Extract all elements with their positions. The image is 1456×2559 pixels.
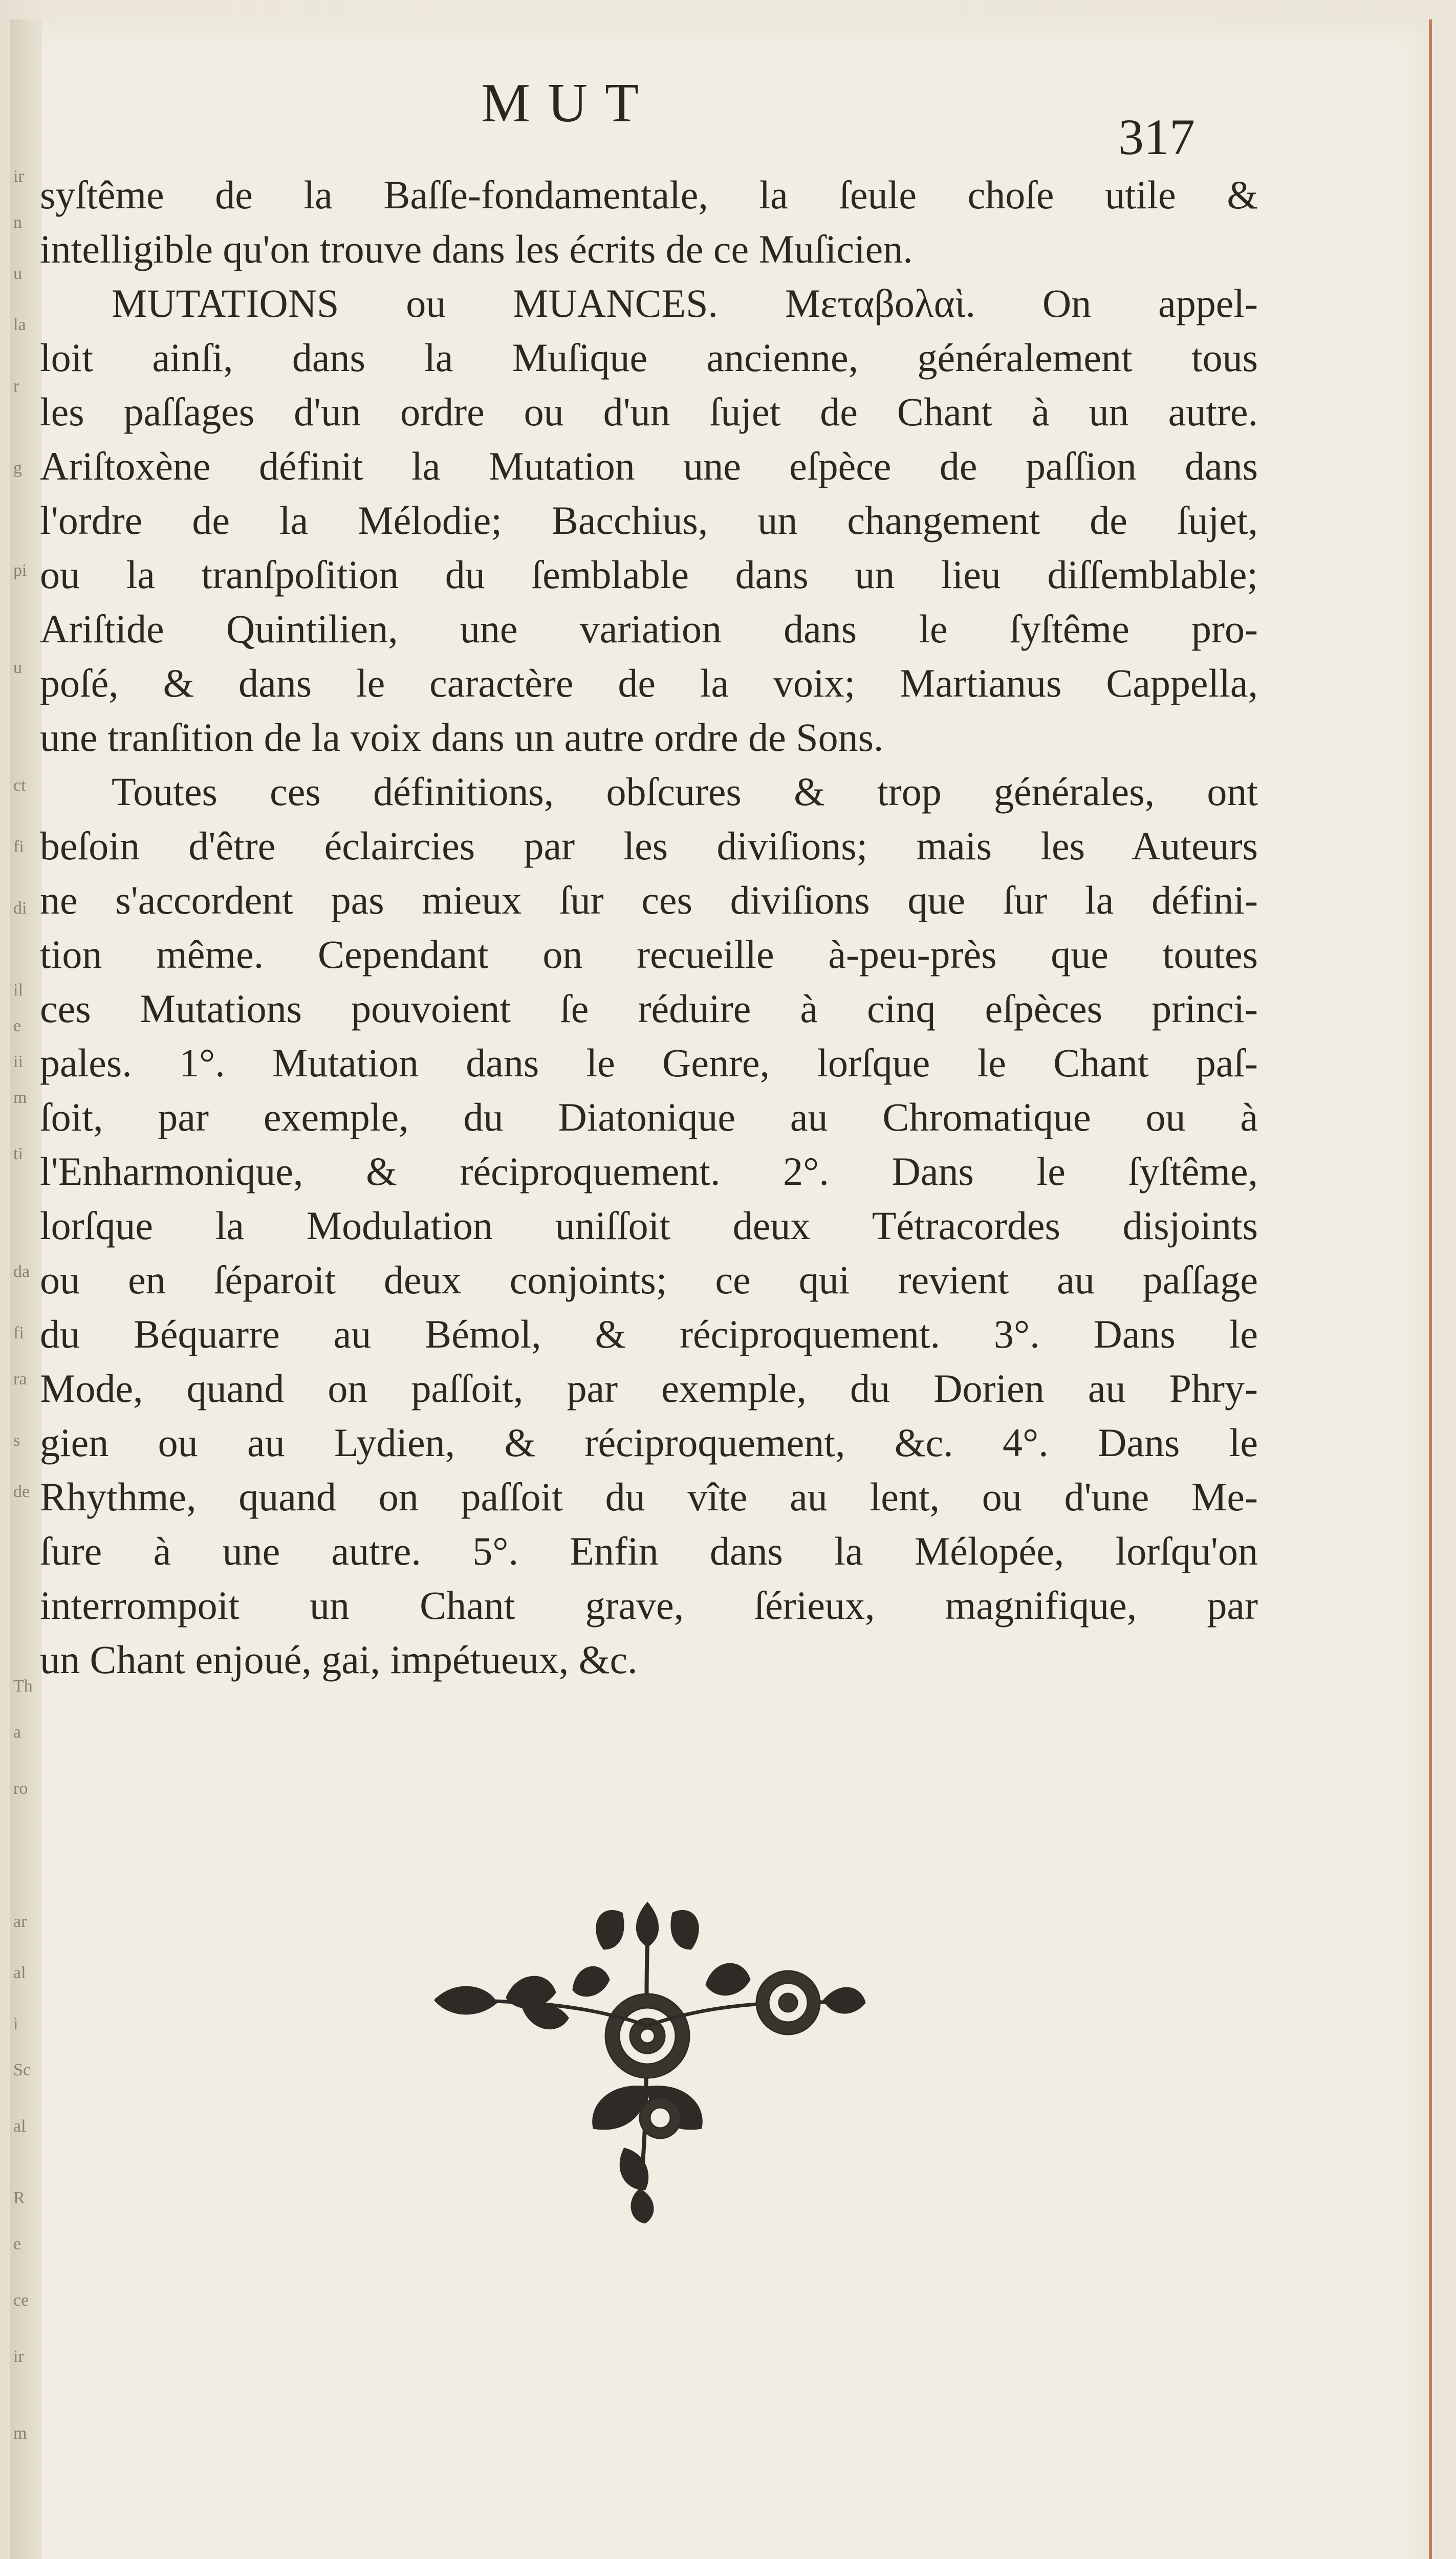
bleed-through-fragment: ra: [13, 1370, 27, 1389]
bleed-through-fragment: Sc: [13, 2061, 31, 2079]
bleed-through-fragment: ti: [13, 1144, 23, 1163]
text-line: les paſſages d'un ordre ou d'un ſujet de Chant à un autre.: [40, 389, 1258, 434]
bleed-through-fragment: e: [13, 1016, 21, 1035]
text-line: du Béquarre au Bémol, & réciproquement. 3°. Dans le: [40, 1312, 1258, 1356]
text-line: interrompoit un Chant grave, ſérieux, magnifique, par: [40, 1583, 1258, 1628]
bleed-through-fragment: u: [13, 264, 22, 283]
floral-tailpiece-ornament: [420, 1882, 875, 2225]
text-line: syſtême de la Baſſe-fondamentale, la ſeule choſe utile &: [40, 172, 1258, 217]
bleed-through-fragment: fi: [13, 837, 24, 856]
bleed-through-fragment: ir: [13, 2347, 24, 2366]
entry-heading-line: MUTATIONS ou MUANCES. Μεταβολαὶ. On appel-: [112, 281, 1258, 326]
page-number: 317: [1118, 109, 1195, 165]
bleed-through-fragment: r: [13, 377, 19, 396]
bleed-through-fragment: n: [13, 213, 22, 232]
bleed-through-fragment: i: [13, 2014, 18, 2033]
bleed-through-fragment: di: [13, 899, 27, 918]
bleed-through-fragment: fi: [13, 1324, 24, 1342]
text-line: une tranſition de la voix dans un autre ordre de Sons.: [40, 715, 884, 760]
gutter-shadow: [10, 19, 42, 2559]
text-line: loit ainſi, dans la Muſique ancienne, généralement tous: [40, 335, 1258, 380]
bleed-through-fragment: ar: [13, 1912, 27, 1931]
bleed-through-fragment: R: [13, 2188, 25, 2207]
bleed-through-fragment: g: [13, 459, 22, 478]
text-line: ſoit, par exemple, du Diatonique au Chromatique ou à: [40, 1095, 1258, 1139]
text-line: intelligible qu'on trouve dans les écrits de ce Muſicien.: [40, 227, 913, 271]
text-line: Ariſtoxène définit la Mutation une eſpèce de paſſion dans: [40, 444, 1258, 488]
text-line: ces Mutations pouvoient ſe réduire à cinq eſpèces princi-: [40, 986, 1258, 1031]
text-line: ou la tranſpoſition du ſemblable dans un lieu diſſemblable;: [40, 552, 1258, 597]
text-line: l'ordre de la Mélodie; Bacchius, un changement de ſujet,: [40, 498, 1258, 543]
bleed-through-fragment: Th: [13, 1677, 33, 1696]
bleed-through-fragment: ir: [13, 167, 24, 186]
bleed-through-fragment: u: [13, 658, 22, 677]
bleed-through-fragment: e: [13, 2235, 21, 2253]
body-text: [40, 168, 1258, 1687]
text-line: beſoin d'être éclaircies par les diviſions; mais les Auteurs: [40, 823, 1258, 868]
bleed-through-fragment: ii: [13, 1052, 23, 1071]
text-line: lorſque la Modulation uniſſoit deux Tétracordes disjoints: [40, 1203, 1258, 1248]
book-page: [10, 19, 1432, 2559]
text-line: Rhythme, quand on paſſoit du vîte au lent, ou d'une Me-: [40, 1474, 1258, 1519]
text-line: ne s'accordent pas mieux ſur ces diviſions que ſur la défini-: [40, 878, 1258, 922]
bleed-through-fragment: al: [13, 1963, 26, 1982]
text-line: pales. 1°. Mutation dans le Genre, lorſque le Chant paſ-: [40, 1040, 1258, 1085]
bleed-through-fragment: da: [13, 1262, 30, 1281]
running-head: MUT: [481, 73, 656, 134]
text-line: poſé, & dans le caractère de la voix; Martianus Cappella,: [40, 661, 1258, 705]
bleed-through-fragment: ce: [13, 2291, 29, 2310]
bleed-through-fragment: al: [13, 2117, 26, 2136]
bleed-through-fragment: a: [13, 1723, 21, 1742]
bleed-through-fragment: m: [13, 1088, 27, 1107]
text-line: ou en ſéparoit deux conjoints; ce qui revient au paſſage: [40, 1257, 1258, 1302]
bleed-through-fragment: ct: [13, 776, 26, 795]
bleed-through-fragment: s: [13, 1431, 20, 1450]
bleed-through-fragment: de: [13, 1482, 30, 1501]
bleed-through-fragment: la: [13, 315, 26, 334]
text-line: Ariſtide Quintilien, une variation dans le ſyſtême pro-: [40, 606, 1258, 651]
text-line: tion même. Cependant on recueille à-peu-près que toutes: [40, 932, 1258, 977]
text-line: ſure à une autre. 5°. Enfin dans la Mélopée, lorſqu'on: [40, 1529, 1258, 1573]
bleed-through-fragment: il: [13, 981, 23, 1000]
text-line: un Chant enjoué, gai, impétueux, &c.: [40, 1637, 638, 1682]
bleed-through-fragment: ro: [13, 1779, 28, 1798]
text-line: gien ou au Lydien, & réciproquement, &c. 4°. Dans le: [40, 1420, 1258, 1465]
text-line: Mode, quand on paſſoit, par exemple, du Dorien au Phry-: [40, 1366, 1258, 1411]
bleed-through-fragment: m: [13, 2424, 27, 2443]
text-line: Toutes ces définitions, obſcures & trop générales, ont: [112, 769, 1258, 814]
text-line: l'Enharmonique, & réciproquement. 2°. Dans le ſyſtême,: [40, 1149, 1258, 1194]
bleed-through-fragment: pi: [13, 561, 27, 580]
